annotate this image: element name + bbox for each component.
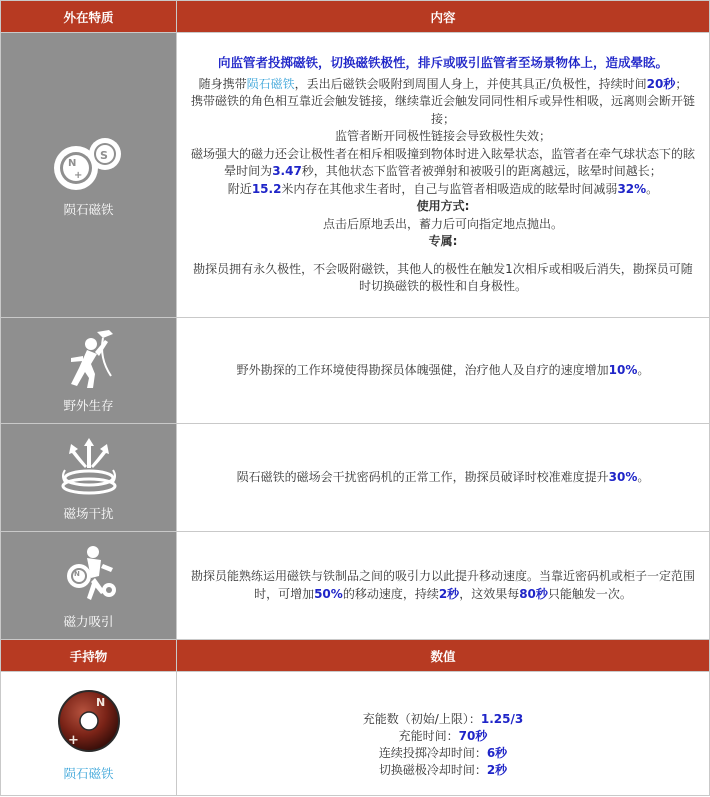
stat-row: [191, 711, 695, 728]
col-header-content: 内容: [177, 1, 710, 33]
text-span: 秒，其他状态下监管者被弹射和被吸引的距离越远，眩晕时间越长；: [301, 164, 662, 179]
trait-cell: [1, 424, 177, 532]
svg-text:N: N: [67, 158, 76, 169]
svg-text:N: N: [95, 695, 105, 709]
magnet-pull-figure-icon: [57, 542, 121, 606]
text-span: 。: [637, 362, 650, 377]
trait-row: [1, 424, 710, 532]
stat-label: 充能数（初始/上限）：: [362, 711, 481, 726]
stat-value: 6秒: [486, 745, 508, 760]
trait-description: [177, 33, 710, 318]
trait-paragraph: [191, 146, 695, 181]
highlight-value: 10%: [608, 362, 638, 377]
text-span: 。: [637, 469, 650, 484]
item-cell: [1, 672, 177, 796]
trait-paragraph: [191, 76, 695, 94]
item-row: [1, 672, 710, 796]
magnet-stones-icon: [50, 132, 128, 194]
trait-row: [1, 318, 710, 424]
highlight-value: 32%: [617, 181, 647, 196]
highlight-value: 80秒: [519, 586, 548, 601]
stat-label: 充能时间：: [398, 728, 459, 743]
text-span: 磁场强大的磁力还会让极性者在相斥相吸撞到物体时进入眩晕状态，监管者在牵气球状态下的眩晕时间为: [191, 146, 696, 179]
text-span: 附近: [227, 181, 252, 196]
stat-row: [191, 745, 695, 762]
col-header-traits: 外在特质: [1, 1, 177, 33]
exclusive-title: 专属:: [428, 234, 458, 249]
trait-description: [177, 532, 710, 640]
item-stats: [177, 672, 710, 796]
traits-table-header: [1, 1, 710, 33]
item-name[interactable]: 陨石磁铁: [63, 765, 114, 781]
text-span: ；: [675, 76, 688, 91]
trait-cell: [1, 532, 177, 640]
trait-cell: [1, 33, 177, 318]
stat-row: [191, 728, 695, 745]
highlight-value: 30%: [608, 469, 638, 484]
svg-text:+: +: [67, 732, 79, 748]
trait-cell: [1, 318, 177, 424]
trait-name: 磁场干扰: [63, 505, 114, 521]
trait-paragraph: 携带磁铁的角色相互靠近会触发链接，继续靠近会触发同同性相斥或异性相吸，远离则会断开链接；: [191, 94, 696, 126]
meteorite-magnet-icon: [54, 686, 124, 756]
highlight-value: 20秒: [646, 76, 676, 91]
text-span: 勘探员能熟练运用磁铁与铁制品之间的吸引力以此提升移动速度。当靠近密码机或柜子一定范围时，可增加: [191, 569, 696, 601]
spacer: [191, 251, 695, 261]
exclusive-text: 勘探员拥有永久极性，不会吸附磁铁，其他人的极性在触发1次相斥或相吸后消失，勘探员可随时切换磁铁的极性和自身极性。: [193, 261, 693, 294]
highlight-value: 50%: [314, 586, 343, 601]
magnet-link[interactable]: 陨石磁铁: [246, 76, 295, 91]
text-span: 。: [646, 181, 659, 196]
stat-row: [191, 762, 695, 779]
trait-paragraph: 监管者断开同极性链接会导致极性失效；: [334, 129, 551, 144]
trait-name: 陨石磁铁: [63, 202, 114, 217]
trait-description: [177, 424, 710, 532]
usage-text: 点击后原地丢出，蓄力后可向指定地点抛出。: [322, 216, 563, 231]
stat-label: 连续投掷冷却时间：: [378, 745, 487, 760]
trait-name: 磁力吸引: [63, 613, 114, 629]
stat-value: 70秒: [458, 728, 488, 743]
text-span: 只能触发一次。: [547, 586, 632, 601]
trait-intro: 向监管者投掷磁铁，切换磁铁极性，排斥或吸引监管者至场景物体上，造成晕眩。: [217, 55, 668, 71]
col-header-values: 数值: [177, 640, 710, 672]
text-span: 的移动速度，持续: [342, 586, 439, 601]
trait-row: [1, 33, 710, 318]
text-span: 米内存在其他求生者时，自己与监管者相吸造成的眩晕时间减弱: [281, 181, 618, 196]
trait-description: [177, 318, 710, 424]
text-span: ，这效果每: [459, 586, 520, 601]
usage-title: 使用方式:: [416, 199, 470, 214]
trait-row: [1, 532, 710, 640]
item-table-header: [1, 640, 710, 672]
svg-text:N: N: [73, 569, 80, 578]
stat-value: 1.25/3: [480, 711, 524, 726]
text-span: 野外勘探的工作环境使得勘探员体魄强健，治疗他人及自疗的速度增加: [236, 362, 609, 377]
text-span: 陨石磁铁的磁场会干扰密码机的正常工作，勘探员破译时校准难度提升: [236, 469, 609, 484]
text-span: ，丢出后磁铁会吸附到周围人身上，并使其具正/负极性，持续时间: [294, 76, 647, 91]
highlight-value: 15.2: [251, 181, 282, 196]
stat-label: 切换磁极冷却时间：: [378, 762, 487, 777]
climbing-figure-icon: [59, 328, 119, 390]
trait-paragraph: [191, 181, 695, 199]
stat-value: 2秒: [486, 762, 508, 777]
highlight-value: 2秒: [438, 586, 460, 601]
magnetic-field-icon: [57, 434, 121, 498]
text-span: 随身携带: [198, 76, 247, 91]
highlight-value: 3.47: [272, 164, 302, 179]
col-header-handheld: 手持物: [1, 640, 177, 672]
trait-name: 野外生存: [63, 397, 114, 413]
svg-text:S: S: [99, 149, 108, 162]
svg-text:+: +: [73, 170, 82, 181]
